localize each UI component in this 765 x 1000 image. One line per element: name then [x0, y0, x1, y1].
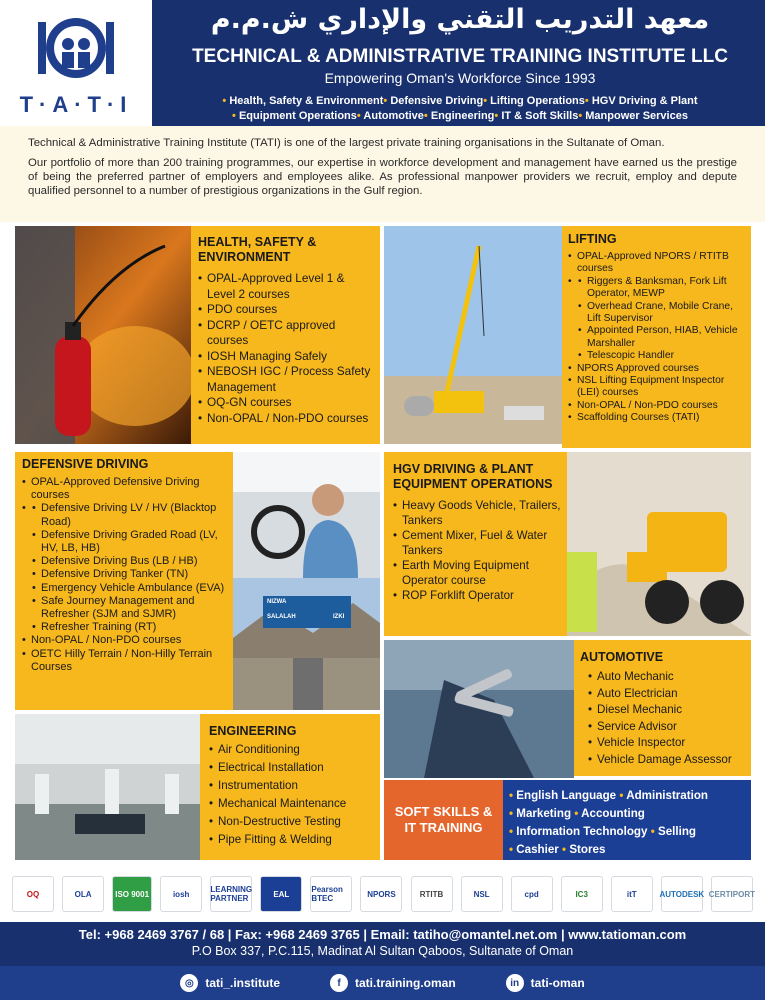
list-item: • OPAL-Approved NPORS / RTITB courses: [568, 251, 745, 276]
facebook-icon: f: [330, 974, 348, 992]
list-item: • Scaffolding Courses (TATI): [568, 412, 745, 424]
accreditation-logos: [0, 866, 765, 922]
bullet: •: [578, 110, 586, 122]
list-item: • OPAL-Approved Level 1 & Level 2 courses: [198, 271, 372, 302]
list-item: • DCRP / OETC approved courses: [198, 318, 372, 349]
soft-skills-row: [509, 787, 751, 805]
accreditation-logo: IC3: [561, 876, 603, 912]
accreditation-logo: OLA: [62, 876, 104, 912]
accreditation-logo: RTITB: [411, 876, 453, 912]
linkedin-handle: tati-oman: [530, 976, 585, 990]
service-item: Defensive Driving: [390, 95, 484, 107]
soft-skill-item: Accounting: [581, 807, 645, 820]
accreditation-logo: Pearson BTEC: [310, 876, 352, 912]
soft-skill-item: Cashier: [516, 843, 559, 856]
hse-list: [198, 271, 372, 426]
engineering-panel: [200, 714, 380, 860]
soft-skills-row: [509, 841, 751, 859]
hse-title: HEALTH, SAFETY & ENVIRONMENT: [198, 235, 317, 264]
tagline: Empowering Oman's Workforce Since 1993: [324, 70, 596, 86]
bullet: •: [383, 95, 391, 107]
bullet: •: [509, 807, 517, 820]
service-item: IT & Soft Skills: [501, 110, 579, 122]
list-item: • Safe Journey Management and Refresher (SJM and SJMR): [32, 595, 227, 621]
accreditation-logo: cpd: [511, 876, 553, 912]
lifting-panel: [562, 226, 751, 448]
soft-skills-title-2: IT TRAINING: [404, 820, 483, 835]
footer-social: [0, 966, 765, 1000]
list-item: • PDO courses: [198, 302, 372, 318]
list-item: • Service Advisor: [588, 719, 745, 736]
soft-skills-title: [384, 780, 503, 860]
bullet: •: [483, 95, 491, 107]
facebook-link[interactable]: [330, 974, 456, 992]
logo-text: T·A·T·I: [19, 92, 133, 117]
soft-skills-list: [503, 780, 751, 860]
accreditation-logo: LEARNING PARTNER: [210, 876, 252, 912]
bullet: •: [558, 843, 570, 856]
list-item: • Overhead Crane, Mobile Crane, Lift Supervisor: [578, 301, 745, 326]
arabic-name: معهد التدريب التقني والإداري ش.م.م: [210, 4, 710, 35]
service-item: Equipment Operations: [238, 110, 357, 122]
soft-skill-item: Stores: [569, 843, 606, 856]
list-item: • Cement Mixer, Fuel & Water Tankers: [393, 528, 561, 558]
accreditation-logo: AUTODESK: [661, 876, 703, 912]
services-line-1: [160, 95, 760, 107]
soft-skill-item: Information Technology: [516, 825, 648, 838]
contact-line: Tel: +968 2469 3767 / 68 | Fax: +968 2469 3765 | Email: tatiho@omantel.net.om | www.tatioman.com: [78, 927, 687, 942]
tati-emblem-icon: [28, 10, 124, 86]
list-item: • Refresher Training (RT): [32, 621, 227, 634]
automotive-list: [588, 669, 745, 769]
engineering-list: [209, 741, 374, 849]
list-item: • Auto Mechanic: [588, 669, 745, 686]
soft-skills-row: [509, 805, 751, 823]
lifting-photo: [384, 226, 562, 444]
soft-skill-item: English Language: [516, 789, 617, 802]
service-item: HGV Driving & Plant: [591, 95, 698, 107]
list-item: • Instrumentation: [209, 777, 374, 795]
bullet: •: [584, 95, 592, 107]
service-item: Engineering: [430, 110, 495, 122]
accreditation-logo: OQ: [12, 876, 54, 912]
list-item: • NSL Lifting Equipment Inspector (LEI) courses: [568, 375, 745, 400]
linkedin-link[interactable]: [506, 974, 585, 992]
address-line: P.O Box 337, P.C.115, Madinat Al Sultan Qaboos, Sultanate of Oman: [191, 944, 574, 958]
road-photo: [233, 578, 380, 710]
road-sign-text-1: NIZWA: [267, 599, 287, 605]
soft-skill-item: Selling: [657, 825, 696, 838]
lifting-list-2: [568, 363, 745, 425]
accreditation-logo: NSL: [461, 876, 503, 912]
instagram-handle: tati_.institute: [205, 976, 280, 990]
list-item: • IOSH Managing Safely: [198, 349, 372, 365]
footer-contact: [0, 922, 765, 966]
list-item: • Air Conditioning: [209, 741, 374, 759]
list-item: • OPAL-Approved Defensive Driving courses: [22, 476, 227, 502]
list-item: • Heavy Goods Vehicle, Trailers, Tankers: [393, 498, 561, 528]
list-item: • Mechanical Maintenance: [209, 795, 374, 813]
list-item: • Diesel Mechanic: [588, 702, 745, 719]
bullet: •: [494, 110, 502, 122]
automotive-photo: [384, 640, 574, 778]
driver-photo: [233, 452, 380, 578]
bullet: •: [616, 789, 627, 802]
list-item: [22, 502, 227, 634]
bullet: •: [571, 807, 582, 820]
intro-paragraph-1: Technical & Administrative Training Institute (TATI) is one of the largest private training organisations in the Sultanate of Oman.: [28, 137, 665, 149]
instagram-link[interactable]: [180, 974, 280, 992]
automotive-panel: [574, 640, 751, 776]
list-item: • Vehicle Damage Assessor: [588, 752, 745, 769]
bullet: •: [509, 789, 517, 802]
services-line-2: [160, 110, 760, 122]
bullet: •: [509, 825, 517, 838]
road-sign-text-3: IZKI: [333, 614, 345, 620]
defensive-panel: [15, 452, 233, 710]
bullet: •: [222, 95, 230, 107]
hgv-list: [393, 498, 561, 603]
bullet: •: [509, 843, 517, 856]
list-item: • OETC Hilly Terrain / Non-Hilly Terrain Courses: [22, 648, 227, 674]
accreditation-logo: EAL: [260, 876, 302, 912]
list-item: • Non-OPAL / Non-PDO courses: [568, 400, 745, 412]
linkedin-icon: in: [506, 974, 524, 992]
list-item: • OQ-GN courses: [198, 395, 372, 411]
list-item: • Non-Destructive Testing: [209, 813, 374, 831]
automotive-title: AUTOMOTIVE: [580, 650, 664, 664]
list-item: • Telescopic Handler: [578, 350, 745, 362]
list-item: • Earth Moving Equipment Operator course: [393, 558, 561, 588]
engineering-photo: [15, 714, 200, 860]
list-item: • Pipe Fitting & Welding: [209, 831, 374, 849]
intro-paragraph-2: Our portfolio of more than 200 training programmes, our expertise in workforce development and management have earned us the prestige of being the preferred partner of employers and employees alike. As professional manpower providers we recruit, employ and depute qualified personnel to a number of prestigious organizations in the Gulf region.: [28, 157, 737, 197]
list-item: • Emergency Vehicle Ambulance (EVA): [32, 582, 227, 595]
english-name: TECHNICAL & ADMINISTRATIVE TRAINING INSTITUTE LLC: [192, 46, 728, 67]
bullet: •: [647, 825, 658, 838]
logo: [0, 0, 152, 126]
bullet: •: [232, 110, 239, 122]
list-item: • NPORS Approved courses: [568, 363, 745, 375]
accreditation-logo: iosh: [160, 876, 202, 912]
header: [0, 0, 765, 126]
list-item: • Appointed Person, HIAB, Vehicle Marshaller: [578, 325, 745, 350]
hgv-photo: [567, 452, 751, 636]
engineering-title: ENGINEERING: [209, 724, 297, 738]
soft-skill-item: Administration: [626, 789, 709, 802]
soft-skill-item: Marketing: [516, 807, 572, 820]
instagram-icon: ◎: [180, 974, 198, 992]
accreditation-logo: NPORS: [360, 876, 402, 912]
lifting-list: [568, 251, 745, 363]
list-item: • Defensive Driving Bus (LB / HB): [32, 555, 227, 568]
list-item: • Electrical Installation: [209, 759, 374, 777]
hgv-title: HGV DRIVING & PLANT EQUIPMENT OPERATIONS: [393, 462, 553, 491]
hse-panel: [191, 226, 380, 444]
list-item: • NEBOSH IGC / Process Safety Management: [198, 364, 372, 395]
lifting-title: LIFTING: [568, 232, 617, 246]
bullet: •: [423, 110, 431, 122]
service-item: Manpower Services: [585, 110, 688, 122]
service-item: Health, Safety & Environment: [229, 95, 384, 107]
accreditation-logo: ISO 9001: [112, 876, 152, 912]
road-sign-text-2: SALALAH: [267, 614, 296, 620]
hse-photo: [15, 226, 191, 444]
soft-skills-title-1: SOFT SKILLS &: [394, 804, 493, 819]
list-item: • Auto Electrician: [588, 686, 745, 703]
soft-skills-row: [509, 823, 751, 841]
service-item: Automotive: [363, 110, 424, 122]
list-item: • • Defensive Driving LV / HV (Blacktop Road): [32, 502, 227, 528]
accreditation-logo: itT: [611, 876, 653, 912]
list-item: • • Riggers & Banksman, Fork Lift Operator, MEWP: [578, 276, 745, 301]
defensive-title: DEFENSIVE DRIVING: [22, 457, 149, 471]
list-item: • Defensive Driving Graded Road (LV, HV, LB, HB): [32, 529, 227, 555]
list-item: • Non-OPAL / Non-PDO courses: [198, 411, 372, 427]
intro: [0, 126, 765, 222]
accreditation-logo: CERTIPORT: [711, 876, 753, 912]
list-item: • Vehicle Inspector: [588, 735, 745, 752]
defensive-list-2: [22, 634, 227, 674]
list-item: • ROP Forklift Operator: [393, 588, 561, 603]
bullet: •: [356, 110, 364, 122]
defensive-list: [22, 476, 227, 634]
list-item: • Non-OPAL / Non-PDO courses: [22, 634, 227, 647]
facebook-handle: tati.training.oman: [355, 976, 456, 990]
service-item: Lifting Operations: [490, 95, 585, 107]
list-item: • Defensive Driving Tanker (TN): [32, 568, 227, 581]
hgv-panel: [384, 452, 567, 636]
list-item: [568, 276, 745, 363]
